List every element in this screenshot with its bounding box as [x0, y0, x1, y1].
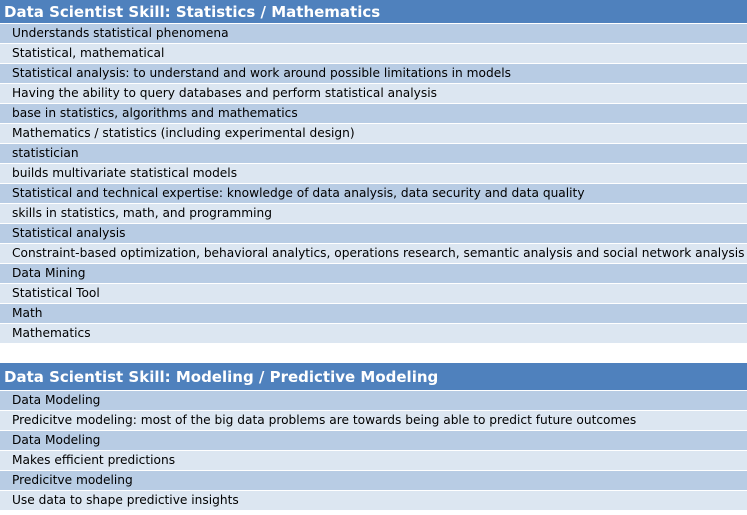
table-row: statistician [0, 144, 747, 164]
table-row: builds multivariate statistical models [0, 164, 747, 184]
table-row: Statistical analysis: to understand and work around possible limitations in models [0, 64, 747, 84]
table-row: Understands statistical phenomena [0, 24, 747, 44]
table-row: base in statistics, algorithms and mathematics [0, 104, 747, 124]
table-row: Use data to shape predictive insights [0, 491, 747, 511]
section-spacer [0, 344, 747, 363]
section-header: Data Scientist Skill: Modeling / Predictive Modeling [0, 363, 747, 391]
table-row: Mathematics / statistics (including experimental design) [0, 124, 747, 144]
table-row: skills in statistics, math, and programming [0, 204, 747, 224]
table-row: Math [0, 304, 747, 324]
table-row: Predicitve modeling: most of the big data problems are towards being able to predict future outcomes [0, 411, 747, 431]
table-row: Statistical analysis [0, 224, 747, 244]
table-row: Statistical and technical expertise: knowledge of data analysis, data security and data quality [0, 184, 747, 204]
section-header: Data Scientist Skill: Statistics / Mathematics [0, 0, 747, 24]
table-row: Constraint-based optimization, behavioral analytics, operations research, semantic analysis and social network analysis [0, 244, 747, 264]
table-row: Having the ability to query databases and perform statistical analysis [0, 84, 747, 104]
table-row: Mathematics [0, 324, 747, 344]
table-row: Statistical, mathematical [0, 44, 747, 64]
table-row: Statistical Tool [0, 284, 747, 304]
table-row: Predicitve modeling [0, 471, 747, 491]
table-row: Data Modeling [0, 431, 747, 451]
table-row: Data Mining [0, 264, 747, 284]
table-row: Makes efficient predictions [0, 451, 747, 471]
section-modeling-predictive [0, 363, 747, 511]
table-row: Data Modeling [0, 391, 747, 411]
